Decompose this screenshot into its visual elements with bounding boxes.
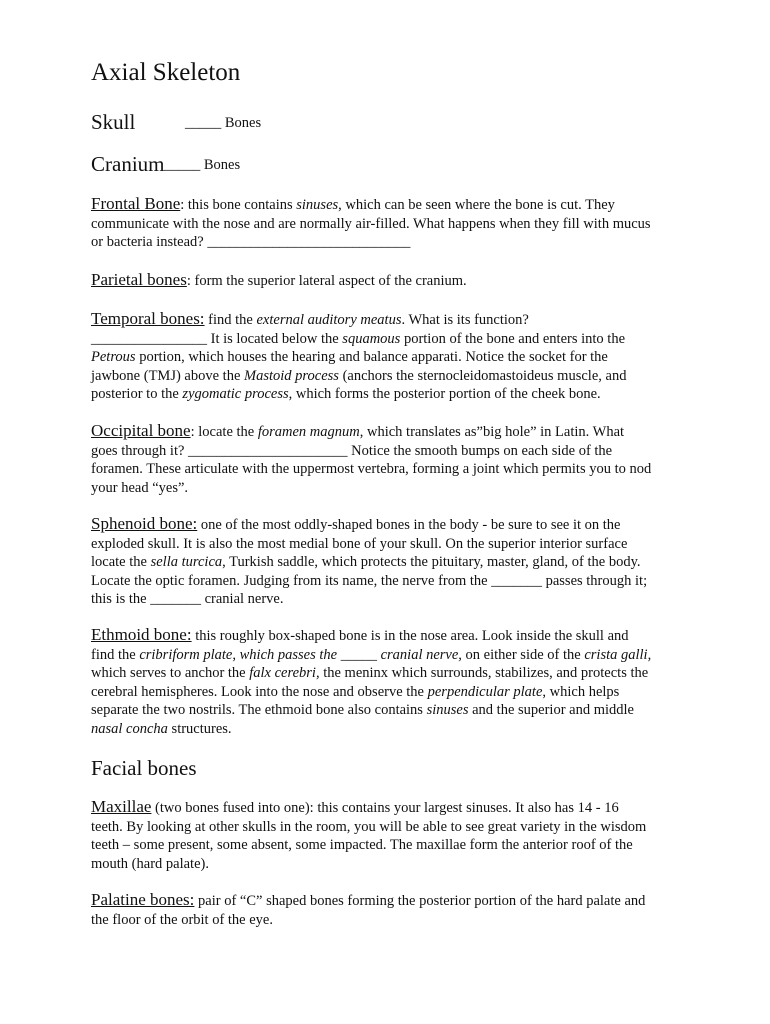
text: and the superior and middle bbox=[468, 702, 634, 718]
temporal-bones-term: Temporal bones: bbox=[91, 309, 205, 328]
frontal-line-3: or bacteria instead? ____________________________ bbox=[91, 234, 411, 250]
ethmoid-line-2 bbox=[91, 646, 691, 665]
maxillae-section bbox=[91, 798, 691, 873]
parietal-line-1 bbox=[91, 271, 691, 291]
ethmoid-line-6 bbox=[91, 720, 691, 739]
text: this roughly box-shaped bone is in the nose area. Look inside the skull and bbox=[191, 628, 629, 644]
facial-bones-heading: Facial bones bbox=[91, 756, 197, 780]
italic-term: squamous bbox=[342, 330, 401, 347]
sphenoid-line-5: this is the _______ cranial nerve. bbox=[91, 591, 284, 607]
maxillae-line-3: teeth – some present, some absent, some impacted. The maxillae form the anterior roof of the bbox=[91, 837, 633, 853]
temporal-line-2 bbox=[91, 330, 691, 349]
text: , which can be seen where the bone is cut. They bbox=[338, 197, 615, 213]
italic-term: zygomatic process bbox=[182, 386, 289, 402]
occipital-line-1 bbox=[91, 422, 691, 442]
frontal-bone-term: Frontal Bone bbox=[91, 194, 181, 213]
italic-term: sella turcica bbox=[150, 554, 223, 570]
sphenoid-line-2: exploded skull. It is also the most medial bone of your skull. On the superior interior surface bbox=[91, 535, 628, 552]
temporal-line-4 bbox=[91, 367, 691, 386]
text: structures. bbox=[167, 720, 232, 737]
text: , which translates as”big hole” in Latin. What bbox=[359, 424, 625, 440]
text: ________________ It is located below the bbox=[91, 330, 343, 347]
text: : locate the bbox=[190, 424, 258, 440]
italic-term: Mastoid process bbox=[244, 367, 339, 384]
parietal-bones-term: Parietal bones bbox=[91, 270, 187, 289]
frontal-line-1 bbox=[91, 195, 691, 215]
italic-term: falx cerebri, bbox=[249, 665, 320, 681]
text: posterior to the bbox=[91, 386, 183, 402]
temporal-bones-section bbox=[91, 310, 691, 404]
italic-term: crista galli, bbox=[584, 646, 652, 663]
occipital-bone-term: Occipital bone bbox=[91, 421, 191, 440]
occipital-line-4: your head “yes”. bbox=[91, 479, 189, 496]
text: separate the two nostrils. The ethmoid bone also contains bbox=[91, 702, 427, 718]
text: which serves to anchor the bbox=[91, 665, 250, 681]
cranium-heading: Cranium bbox=[91, 152, 165, 176]
ethmoid-line-1 bbox=[91, 626, 691, 646]
sphenoid-line-4: Locate the optic foramen. Judging from its name, the nerve from the _______ passes through it; bbox=[91, 572, 648, 589]
sphenoid-line-3 bbox=[91, 553, 691, 572]
skull-bone-count: _____ Bones bbox=[185, 115, 262, 131]
text: (two bones fused into one): this contains your largest sinuses. It also has 14 - 16 bbox=[151, 800, 619, 816]
italic-term: foramen magnum bbox=[257, 424, 360, 440]
occipital-line-3: foramen. These articulate with the uppermost vertebra, forming a joint which permits you to nod bbox=[91, 461, 652, 477]
italic-term: sinuses bbox=[296, 197, 339, 213]
italic-term: perpendicular plate bbox=[427, 683, 543, 700]
text: on either side of the bbox=[461, 646, 585, 663]
text: , Turkish saddle, which protects the pituitary, master, gland, of the body. bbox=[222, 554, 641, 570]
text: (anchors the sternocleidomastoideus muscle, and bbox=[338, 367, 627, 384]
text: jawbone (TMJ) above the bbox=[91, 367, 245, 384]
italic-term: external auditory meatus bbox=[256, 312, 402, 328]
sphenoid-bone-section bbox=[91, 515, 691, 609]
italic-term: cribriform plate, which passes the _____ cranial nerve, bbox=[139, 646, 462, 663]
text: find the bbox=[91, 646, 140, 663]
page-title: Axial Skeleton bbox=[91, 59, 241, 86]
text: cerebral hemispheres. Look into the nose and observe the bbox=[91, 683, 428, 700]
text: the meninx which surrounds, stabilizes, and protects the bbox=[319, 665, 649, 681]
temporal-line-5 bbox=[91, 385, 691, 404]
ethmoid-line-3 bbox=[91, 664, 691, 683]
sphenoid-bone-term: Sphenoid bone: bbox=[91, 514, 198, 533]
sphenoid-line-1 bbox=[91, 515, 691, 535]
text: pair of “C” shaped bones forming the posterior portion of the hard palate and bbox=[194, 893, 646, 909]
ethmoid-bone-term: Ethmoid bone: bbox=[91, 625, 192, 644]
text: portion of the bone and enters into the bbox=[400, 330, 626, 347]
ethmoid-line-5 bbox=[91, 701, 691, 720]
text: find the bbox=[204, 312, 257, 328]
maxillae-line-4: mouth (hard palate). bbox=[91, 855, 209, 872]
text: locate the bbox=[91, 554, 151, 570]
italic-term: sinuses bbox=[426, 702, 469, 718]
palatine-line-1 bbox=[91, 891, 691, 911]
ethmoid-bone-section bbox=[91, 626, 691, 738]
text: , which helps bbox=[542, 683, 620, 700]
cranium-bone-count: _____ Bones bbox=[164, 157, 241, 173]
italic-term: Petrous bbox=[91, 349, 136, 365]
italic-term: nasal concha bbox=[91, 720, 168, 737]
text: : this bone contains bbox=[180, 197, 297, 213]
frontal-line-2: communicate with the nose and are normally air-filled. What happens when they fill with mucus bbox=[91, 215, 651, 232]
text: portion, which houses the hearing and balance apparati. Notice the socket for the bbox=[135, 349, 608, 365]
frontal-bone-section bbox=[91, 195, 691, 252]
text: one of the most oddly-shaped bones in the body - be sure to see it on the bbox=[197, 517, 621, 533]
maxillae-line-2: teeth. By looking at other skulls in the room, you will be able to see great variety in the wisdom bbox=[91, 818, 647, 835]
palatine-bones-term: Palatine bones: bbox=[91, 890, 195, 909]
skull-heading: Skull bbox=[91, 110, 136, 134]
maxillae-line-1 bbox=[91, 798, 691, 818]
temporal-line-3 bbox=[91, 348, 691, 367]
palatine-line-2: the floor of the orbit of the eye. bbox=[91, 911, 273, 928]
maxillae-term: Maxillae bbox=[91, 797, 152, 816]
palatine-bones-section bbox=[91, 891, 691, 929]
text: : form the superior lateral aspect of the cranium. bbox=[186, 273, 467, 289]
occipital-bone-section bbox=[91, 422, 691, 497]
temporal-line-1 bbox=[91, 310, 691, 330]
text: . What is its function? bbox=[401, 312, 529, 328]
text: , which forms the posterior portion of the cheek bone. bbox=[288, 386, 601, 402]
parietal-bones-section bbox=[91, 271, 691, 291]
occipital-line-2: goes through it? ______________________ Notice the smooth bumps on each side of the bbox=[91, 442, 613, 459]
ethmoid-line-4 bbox=[91, 683, 691, 702]
